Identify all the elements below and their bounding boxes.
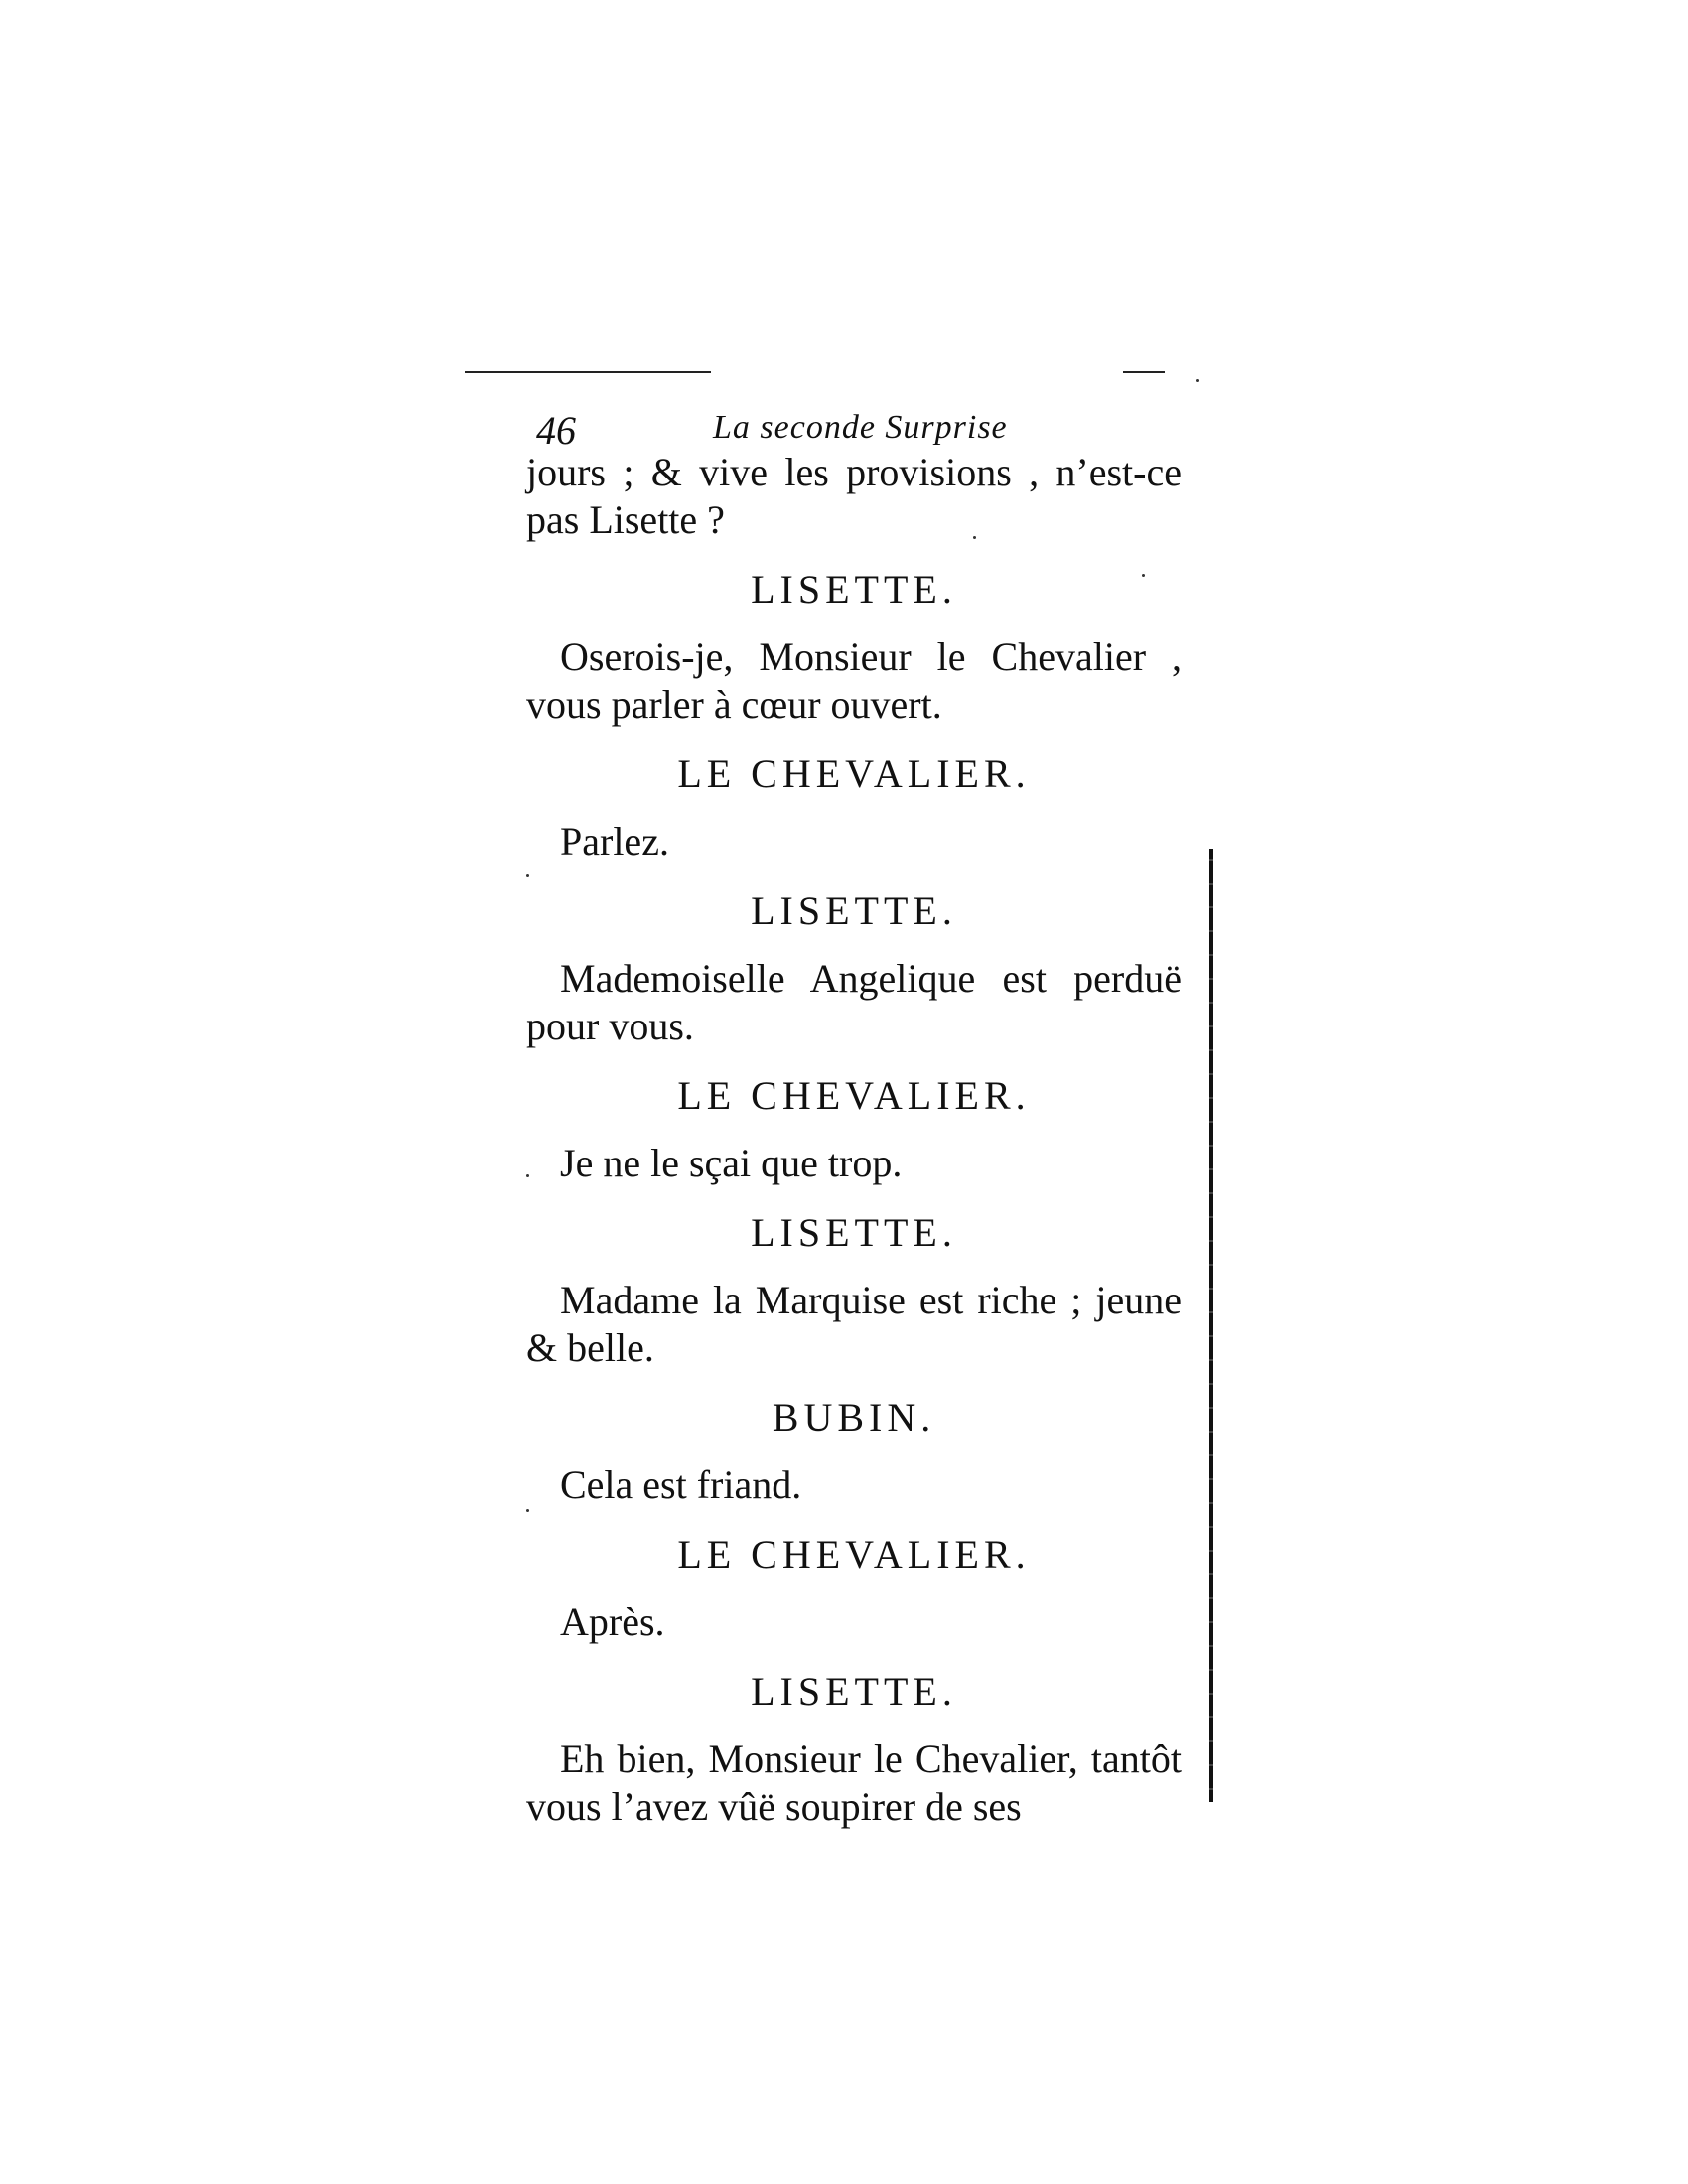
speech-text: Oserois-je, Monsieur le Chevalier , vous parler à cœur ouvert.	[526, 634, 1182, 727]
speaker-name: LISETTE.	[751, 888, 957, 933]
ink-speck	[526, 874, 529, 877]
dialogue-exchange	[526, 1668, 1182, 1831]
dialogue-exchange	[526, 887, 1182, 1050]
speaker-name: LE CHEVALIER.	[677, 1532, 1031, 1576]
speech-text: Après.	[560, 1599, 665, 1644]
speech-text: Eh bien, Monsieur le Chevalier, tantôt vous l’avez vûë soupirer de ses	[526, 1736, 1182, 1829]
speech-text: Madame la Marquise est riche ; jeune & belle.	[526, 1278, 1182, 1370]
speaker-name: BUBIN.	[772, 1395, 936, 1439]
speaker-name: LE CHEVALIER.	[677, 1073, 1031, 1118]
ink-speck	[1196, 379, 1199, 382]
ink-speck	[526, 1174, 529, 1177]
dialogue-exchange	[526, 1209, 1182, 1372]
speech-text: Cela est friand.	[560, 1462, 802, 1507]
dialogue-exchange	[526, 1072, 1182, 1187]
dialogue-exchange	[526, 751, 1182, 866]
speech-text: Mademoiselle Angelique est perduë pour vous.	[526, 956, 1182, 1048]
top-rule-left	[465, 371, 711, 373]
continuation-text: jours ; & vive les provisions , n’est-ce pas Lisette ?	[526, 450, 1182, 542]
page-header	[526, 407, 1182, 463]
page-number: 46	[536, 408, 576, 453]
speech-text: Parlez.	[560, 819, 669, 864]
running-title: La seconde Surprise	[713, 409, 1008, 446]
dialogue-exchange	[526, 1394, 1182, 1509]
speaker-name: LISETTE.	[751, 1669, 957, 1713]
page-binding-edge	[1209, 849, 1213, 1802]
speech-text: Je ne le sçai que trop.	[560, 1141, 903, 1185]
dialogue-exchange	[526, 1531, 1182, 1646]
ink-speck	[1142, 574, 1145, 577]
ink-speck	[526, 1509, 529, 1512]
book-page	[526, 407, 1182, 1831]
top-rule-right	[1123, 371, 1165, 373]
speaker-name: LE CHEVALIER.	[677, 751, 1031, 796]
dialogue-exchange	[526, 566, 1182, 729]
speaker-name: LISETTE.	[751, 1210, 957, 1255]
ink-speck	[973, 536, 976, 539]
speaker-name: LISETTE.	[751, 567, 957, 612]
